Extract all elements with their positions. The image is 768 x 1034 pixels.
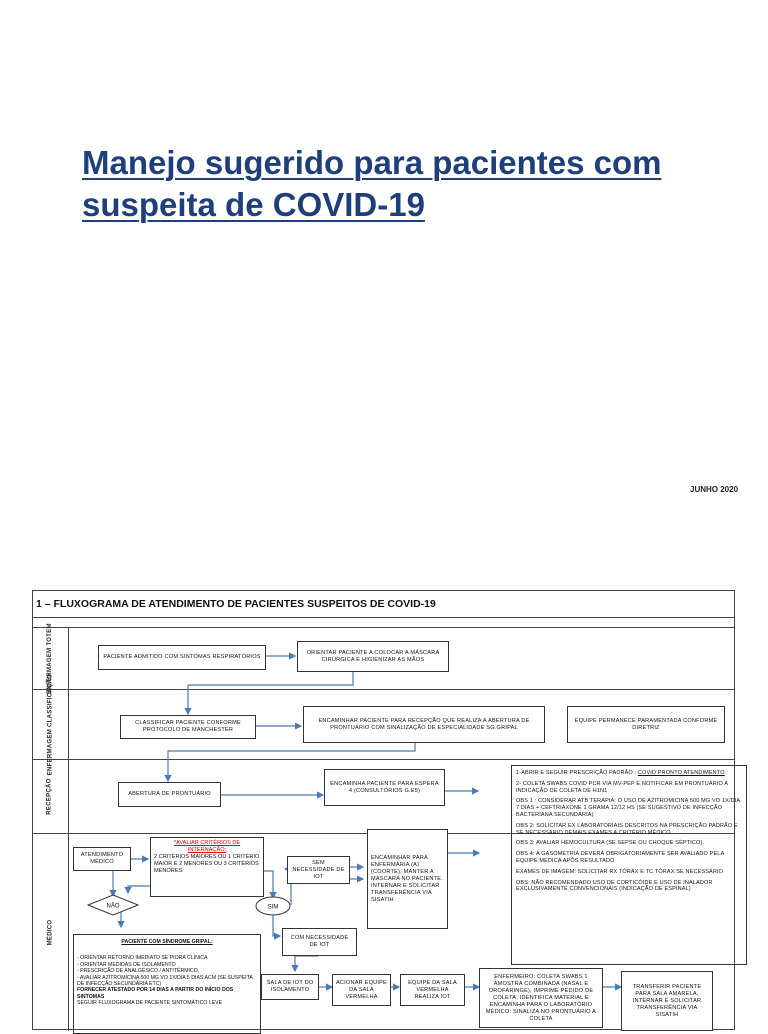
note-exames: EXAMES DE IMAGEM: SOLICITAR RX TÓRAX E TC TÓRAX SE NECESSÁRIO: [516, 868, 724, 875]
box-criterios-internacao: [150, 837, 264, 897]
box-equipe-paramentada: EQUIPE PERMANECE PARAMENTADA CONFORME DIRETRIZ: [567, 706, 725, 743]
box-orientar-mascara: ORIENTAR PACIENTE A COLOCAR A MÁSCARA CIRÚRGICA E HIGIENIZAR AS MÃOS: [297, 641, 449, 672]
box-com-iot: COM NECESSIDADE DE IOT: [282, 928, 357, 956]
gripal-line-2: - ORIENTAR MEDIDAS DE ISOLAMENTO: [77, 961, 176, 968]
svg-text:NÃO: NÃO: [106, 903, 120, 910]
note-obs2: OBS 2: SOLICITAR EX LABORATORIAIS DESCRITOS NA PRESCRIÇÃO PADRÃO E SE NECESSÁRIO DEMAIS EXAMES A CRITÉRIO MÉDICO: [516, 822, 738, 836]
note-obs3: OBS 3: AVALIAR HEMOCULTURA (SE SEPSE OU CHOQUE SÉPTICO).: [516, 840, 705, 847]
box-prescricao-notes: [511, 765, 747, 965]
box-acionar-equipe: ACIONAR EQUIPE DA SALA VERMELHA: [332, 974, 391, 1006]
criterios-title: *AVALIAR CRITÉRIOS DE INTERNAÇÃO:: [173, 840, 241, 853]
flowchart-sheet: [32, 590, 740, 1030]
box-encaminha-espera: ENCAMINHA PACIENTE PARA ESPERA 4 (CONSULTÓRIOS G.E5): [324, 769, 445, 806]
note-1: 1-ABRIR E SEGUIR PRESCRIÇÃO PADRÃO : COVID PRONTO ATENDIMENTO :: [516, 770, 729, 776]
box-enfermaria: ENCAMINHAR PARA ENFERMARIA (A) (COORTE), MANTER A MÁSCARA NO PACIENTE. INTERNAR E SOLICITAR TRANSFERÊNCIA VIA SISATIH: [367, 829, 448, 929]
box-sala-iot: SALA DE IOT DO ISOLAMENTO: [261, 974, 319, 1000]
box-enfermeiro-coleta: ENFERMEIRO: COLETA SWABS 1 AMOSTRA COMBINADA (NASAL E OROFARINGE), IMPRIME PEDIDO DE COLETA, IDENTIFICA MATERIAL E ENCAMINHA PARA O LABORATÓRIO MÉDICO: SINALIZA NO PRONTUÁRIO A COLETA: [479, 968, 603, 1028]
note-obs1: OBS 1 : CONSIDERAR ATB TERAPIA: O USO DE AZITROMICINA 500 MG VO 1X/DIA 7 DIAS + CEFTRIAXONE 1 GRAMA 12/12 HS (SE SUGESTIVO DE INFECÇÃO BACTERIANA SECUNDÁRIA): [516, 798, 740, 818]
box-paciente-admitido: PACIENTE ADMITIDO COM SINTOMAS RESPIRATÓRIOS: [98, 645, 266, 670]
page-title: Manejo sugerido para pacientes com suspeita de COVID-19: [82, 144, 662, 223]
box-sindrome-gripal: [73, 934, 261, 1034]
note-obs4: OBS 4: A GASOMETRIA DEVERÁ OBRIGATORIAMENTE SER AVALIADO PELA EQUIPE MÉDICA APÓS RESULTADO: [516, 851, 725, 864]
gripal-line-5: FORNECER ATESTADO POR 14 DIAS A PARTIR DO INÍCIO DOS SINTOMAS: [77, 987, 234, 1000]
decision-sim: [255, 896, 291, 916]
box-transferir-paciente: TRANSFERIR PACIENTE PARA SALA AMARELA, INTERNAR E SOLICITAR TRANSFERÊNCIA VIA SISATIH: [621, 971, 713, 1031]
box-encaminhar-recepcao: ENCAMINHAR PACIENTE PARA RECEPÇÃO QUE REALIZA A ABERTURA DE PRONTUÁRIO COM SINALIZAÇÃO DE ESPECIALIDADE SG.GRIPAL: [303, 706, 545, 743]
lane-label-totem: ENFERMAGEM TOTEM: [33, 628, 69, 689]
box-sem-iot: SEM NECESSIDADE DE IOT: [287, 856, 350, 884]
date-label: JUNHO 2020: [690, 485, 739, 494]
decision-nao: [87, 894, 139, 916]
gripal-line-4: - AVALIAR AZITROMICINA 500 MG VO 1X/DIA 5 DIAS ACM (SE SUSPEITA DE INFECÇÃO SECUNDÁRIA ETC): [77, 974, 253, 988]
lane-label-classificacao: ENFERMAGEM CLASSIFICAÇÃO: [33, 690, 69, 759]
lane-label-recepcao: RECEPÇÃO: [33, 760, 69, 833]
box-abertura-prontuario: ABERTURA DE PRONTUÁRIO: [118, 782, 221, 807]
box-equipe-sala-vermelha: EQUIPE DA SALA VERMELHA REALIZA IOT: [400, 974, 465, 1006]
gripal-line-3: - PRESCRIÇÃO DE ANALGÉSICO / ANTITÉRMICO,: [77, 968, 200, 975]
note-obs5: OBS: NÃO RECOMENDADO USO DE CORTICÓIDE E USO DE INALADOR EXCLUSIVAMENTE CONVENCIONAIS (INDICAÇÃO DE ESPINAL): [516, 879, 713, 893]
gripal-heading: PACIENTE COM SÍNDROME GRIPAL:: [121, 939, 213, 945]
gripal-line-1: - ORIENTAR RETORNO IMEDIATO SE PIORA CLÍNICA: [77, 955, 208, 962]
criterios-body: 2 CRITÉRIOS MAIORES OU 1 CRITÉRIO MAIOR E 2 MENORES OU 3 CRITÉRIOS MENORES: [154, 854, 260, 874]
note-2: 2- COLETA SWABS COVID PCR VIA MV-PEP E NOTIFICAR EM PRONTUÁRIO A INDICAÇÃO DE COLETA DE H1N1: [516, 780, 728, 794]
gripal-line-6: SEGUIR FLUXOGRAMA DE PACIENTE SINTOMÁTICO LEVE: [77, 1000, 223, 1007]
lane-totem: [33, 618, 734, 628]
lane-label-medico: MÉDICO: [33, 834, 69, 1031]
box-atendimento-medico: ATENDIMENTO MÉDICO: [73, 847, 131, 871]
box-classificar: CLASSIFICAR PACIENTE CONFORME PROTOCOLO DE MANCHESTER: [120, 715, 256, 739]
flowchart-heading: 1 – FLUXOGRAMA DE ATENDIMENTO DE PACIENTES SUSPEITOS DE COVID-19: [33, 591, 734, 618]
svg-text:SIM: SIM: [267, 904, 279, 911]
